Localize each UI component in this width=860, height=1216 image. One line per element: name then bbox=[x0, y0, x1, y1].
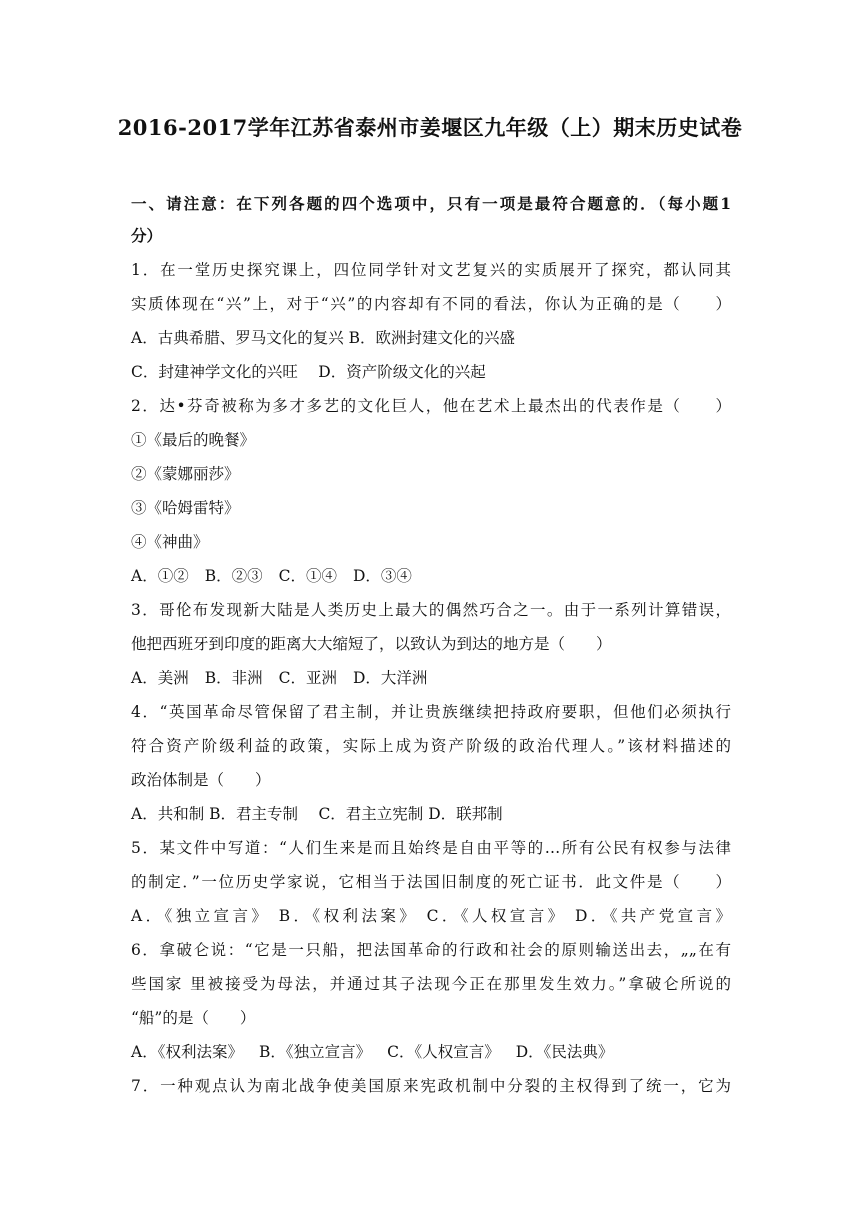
option-a: A．美洲 bbox=[131, 669, 189, 687]
question-7-text: 7．一种观点认为南北战争使美国原来宪政机制中分裂的主权得到了统一，它为 bbox=[131, 1077, 731, 1095]
option-c: C．亚洲 bbox=[278, 669, 337, 687]
question-6-options bbox=[131, 1040, 731, 1062]
question-3-text: 3．哥伦布发现新大陆是人类历史上最大的偶然巧合之一。由于一系列计算错误， bbox=[131, 601, 731, 619]
question-6-text: 6．拿破仑说：“它是一只船，把法国革命的行政和社会的原则输送出去，„„在有 bbox=[131, 941, 731, 959]
option-a: A．《权利法案》 bbox=[131, 1043, 243, 1061]
option-d: D．③④ bbox=[352, 567, 412, 585]
question-2-options bbox=[131, 564, 731, 586]
option-b: B．非洲 bbox=[204, 669, 263, 687]
question-2-item-1: ①《最后的晚餐》 bbox=[131, 431, 256, 449]
option-c: C．《人权宣言》 bbox=[426, 907, 567, 925]
question-2-item-4: ④《神曲》 bbox=[131, 533, 209, 551]
option-d: D．《共产党宣言》 bbox=[574, 907, 731, 925]
question-5-text-cont: 的制定．”一位历史学家说，它相当于法国旧制度的死亡证书．此文件是（ ） bbox=[131, 873, 731, 891]
question-1-text: 1．在一堂历史探究课上，四位同学针对文艺复兴的实质展开了探究，都认同其 bbox=[131, 261, 731, 279]
option-a: A．①② bbox=[131, 567, 189, 585]
page-title: 2016-2017学年江苏省泰州市姜堰区九年级（上）期末历史试卷 bbox=[117, 115, 743, 140]
question-6-text-cont: 些国家 里被接受为母法，并通过其子法现今正在那里发生效力。”拿破仑所说的 bbox=[131, 975, 731, 993]
question-4-text: 4．“英国革命尽管保留了君主制，并让贵族继续把持政府要职，但他们必须执行 bbox=[131, 703, 731, 721]
question-6-text-end: “船”的是（ ） bbox=[131, 1009, 256, 1027]
option-c: C．①④ bbox=[278, 567, 337, 585]
question-3-options bbox=[131, 666, 731, 688]
section-header-cont: 分） bbox=[131, 226, 163, 245]
question-2-text: 2．达•芬奇被称为多才多艺的文化巨人，他在艺术上最杰出的代表作是（ ） bbox=[131, 397, 731, 415]
question-5-options bbox=[131, 904, 731, 926]
question-4-text-cont: 符合资产阶级利益的政策，实际上成为资产阶级的政治代理人。”该材料描述的 bbox=[131, 737, 731, 755]
option-d: D．大洋洲 bbox=[352, 669, 428, 687]
question-3-text-cont: 他把西班牙到印度的距离大大缩短了，以致认为到达的地方是（ ） bbox=[131, 635, 612, 653]
question-2-item-2: ②《蒙娜丽莎》 bbox=[131, 465, 240, 483]
question-4-options: A．共和制 B．君主专制 C．君主立宪制 D．联邦制 bbox=[131, 805, 503, 823]
option-d: D．《民法典》 bbox=[515, 1043, 614, 1061]
option-b: B．②③ bbox=[204, 567, 263, 585]
option-b: B．《权利法案》 bbox=[278, 907, 419, 925]
option-a: A．《独立宣言》 bbox=[131, 907, 271, 925]
question-1-text-cont: 实质体现在“兴”上，对于“兴”的内容却有不同的看法，你认为正确的是（ ） bbox=[131, 295, 731, 313]
option-b: B．《独立宣言》 bbox=[258, 1043, 372, 1061]
question-5-text: 5．某文件中写道：“人们生来是而且始终是自由平等的…所有公民有权参与法律 bbox=[131, 839, 731, 857]
question-2-item-3: ③《哈姆雷特》 bbox=[131, 499, 240, 517]
question-1-options-ab: A．古典希腊、罗马文化的复兴 B．欧洲封建文化的兴盛 bbox=[131, 329, 516, 347]
section-header: 一、请注意：在下列各题的四个选项中，只有一项是最符合题意的．（每小题1 bbox=[131, 194, 731, 213]
option-c: C．《人权宣言》 bbox=[387, 1043, 500, 1061]
question-1-options-cd: C．封建神学文化的兴旺 D．资产阶级文化的兴起 bbox=[131, 363, 486, 381]
question-4-text-end: 政治体制是（ ） bbox=[131, 771, 271, 789]
